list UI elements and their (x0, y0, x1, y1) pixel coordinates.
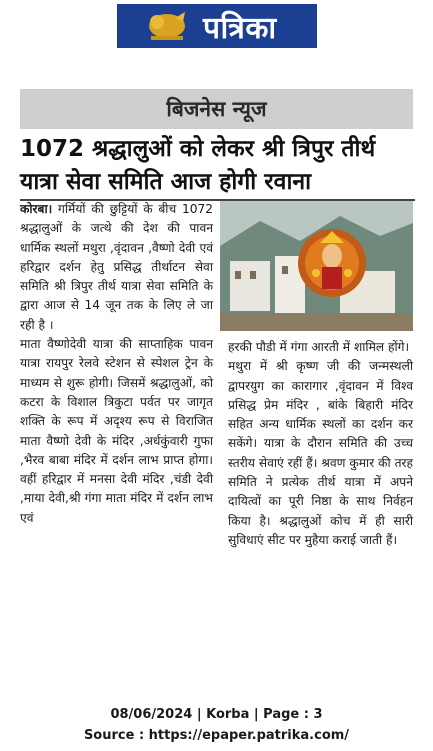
headline: 1072 श्रद्धालुओं को लेकर श्री त्रिपुर तीर्थ यात्रा सेवा समिति आज होगी रवाना (20, 136, 376, 195)
lion-logo-icon (145, 8, 189, 44)
dateline: कोरबा। (20, 202, 53, 216)
lead-text: गर्मियों की छुट्टियों के बीच 1072 श्रद्धालुओं के जत्थे की देश की पावन धार्मिक स्थलों मथुरा ,वृंदावन ,वैष्णो देवी एवं हरिद्वार दर्शन हेतु प्रसिद्ध तीर्थाटन सेवा समिति श्री त्रिपुर तीर्थ यात्रा सेवा समिति के द्वारा आज से 14 जून तक के लिए ले जा रही है । (20, 202, 213, 332)
footer-source-line: Source : https://epaper.patrika.com/ (83, 728, 350, 743)
section-title: बिजनेस न्यूज (166, 97, 267, 121)
paragraph-2: माता वैष्णोदेवी यात्रा की साप्ताहिक पावन यात्रा रायपुर रेलवे स्टेशन से स्पेशल ट्रेन के माध्यम से शुरू होगी। जिसमें श्रद्धालुओं, को कटरा के विशाल त्रिकुटा पर्वत पर जागृत शक्ति के रूप में अदृश्य रूप से विराजित माता वैष्णो देवी के मंदिर ,अर्धकुंवारी गुफा ,भैरव बाबा मंदिर में दर्शन लाभ प्राप्त होगा। वहीं हरिद्वार में मनसा देवी मंदिर ,चंडी देवी ,माया देवी,श्री गंगा माता मंदिर में दर्शन लाभ एवं (20, 337, 213, 525)
col2-paragraph-2: मथुरा में श्री कृष्ण जी की जन्मस्थली द्वापरयुग का कारागार ,वृंदावन में विश्व प्रसिद्ध प्रेम मंदिर , बांके बिहारी मंदिर सहित अन्य धार्मिक स्थलों का दर्शन कर सकेंगे। यात्रा के दौरान समिति की उच्च स्तरीय सेवाएं रहीं हैं। श्रवण कुमार की तरह समिति ने प्रत्येक तीर्थ यात्रा में अपने दायित्वों का पूरी निष्ठा के साथ निर्वहन किया है। श्रद्धालुओं कोच में ही सारी सुविधाएं सीट पर मुहैया कराई जाती हैं। (228, 359, 413, 547)
article-column-2 (228, 338, 413, 550)
temple-photo (220, 201, 413, 331)
col2-paragraph-1: हरकी पौडी में गंगा आरती में शामिल होंगे। (228, 340, 410, 354)
article-column-1 (20, 200, 213, 670)
footer-date-line: 08/06/2024 | Korba | Page : 3 (110, 707, 323, 722)
masthead (117, 4, 317, 48)
brand-name: पत्रिका (203, 11, 277, 46)
section-banner (20, 89, 413, 129)
lead-paragraph (20, 200, 213, 335)
